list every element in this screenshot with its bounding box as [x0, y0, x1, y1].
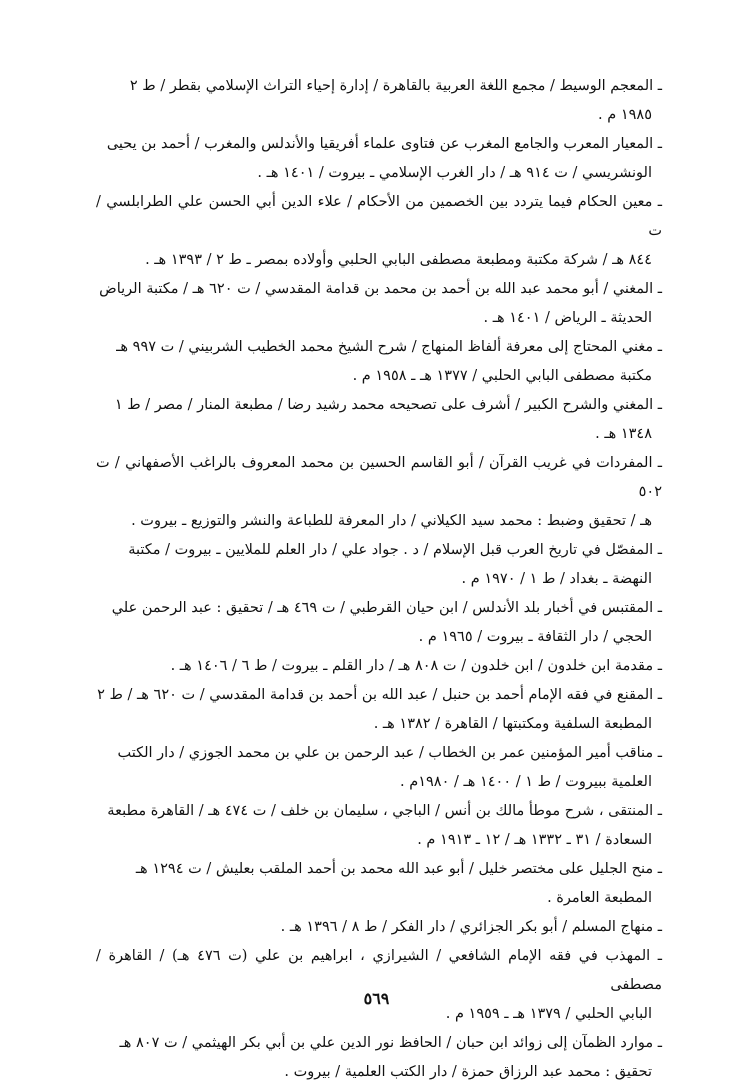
entry-first-line: ـ المقتبس في أخبار بلد الأندلس / ابن حيان القرطبي / ت ٤٦٩ هـ / تحقيق : عبد الرحمن علي — [111, 600, 662, 616]
bibliography-entry — [96, 1029, 662, 1087]
entry-first-line: ـ مغني المحتاج إلى معرفة ألفاظ المنهاج / شرح الشيخ محمد الخطيب الشربيني / ت ٩٩٧ هـ — [116, 339, 662, 355]
entry-continuation-line: الحديثة ـ الرياض / ١٤٠١ هـ . — [483, 310, 652, 326]
entry-continuation-line: ١٣٤٨ هـ . — [595, 426, 652, 442]
entry-first-line: ـ مناقب أمير المؤمنين عمر بن الخطاب / عبد الرحمن بن علي بن محمد الجوزي / دار الكتب — [117, 745, 662, 761]
entry-continuation-line: المطبعة العامرة . — [547, 890, 652, 906]
entry-continuation-line: هـ / تحقيق وضبط : محمد سيد الكيلاني / دار المعرفة للطباعة والنشر والتوزيع ـ بيروت . — [131, 513, 652, 529]
entry-first-line: ـ معين الحكام فيما يتردد بين الخصمين من الأحكام / علاء الدين أبي الحسن علي الطرابلسي / ت — [96, 194, 662, 239]
entry-first-line: ـ المهذب في فقه الإمام الشافعي / الشيرازي ، ابراهيم بن علي (ت ٤٧٦ هـ) / القاهرة / مصطفى — [96, 948, 662, 993]
entry-continuation-line: مكتبة مصطفى البابي الحلبي / ١٣٧٧ هـ ـ ١٩٥٨ م . — [352, 368, 652, 384]
entry-continuation-line: الونشريسي / ت ٩١٤ هـ / دار الغرب الإسلامي ـ بيروت / ١٤٠١ هـ . — [257, 165, 652, 181]
bibliography-entry — [96, 449, 662, 536]
entry-first-line: ـ المغني / أبو محمد عبد الله بن أحمد بن محمد بن قدامة المقدسي / ت ٦٢٠ هـ / مكتبة الرياض — [99, 281, 662, 297]
bibliography-entry — [96, 391, 662, 449]
bibliography-entry — [96, 130, 662, 188]
bibliography-entry — [96, 333, 662, 391]
bibliography-entry — [96, 594, 662, 652]
entry-first-line: ـ المقنع في فقه الإمام أحمد بن حنبل / عبد الله بن أحمد بن قدامة المقدسي / ت ٦٢٠ هـ / ط ٢ — [97, 687, 662, 703]
entry-first-line: ـ منح الجليل على مختصر خليل / أبو عبد الله محمد بن أحمد الملقب بعليش / ت ١٢٩٤ هـ — [135, 861, 662, 877]
entry-continuation-line: المطبعة السلفية ومكتبتها / القاهرة / ١٣٨٢ هـ . — [373, 716, 652, 732]
entry-first-line: ـ المفردات في غريب القرآن / أبو القاسم الحسين بن محمد المعروف بالراغب الأصفهاني / ت ٥٠٢ — [96, 455, 662, 500]
entry-continuation-line: الحجي / دار الثقافة ـ بيروت / ١٩٦٥ م . — [418, 629, 652, 645]
bibliography-entry — [96, 739, 662, 797]
bibliography-entry — [96, 536, 662, 594]
entry-first-line: ـ المغني والشرح الكبير / أشرف على تصحيحه محمد رشيد رضا / مطبعة المنار / مصر / ط ١ — [114, 397, 662, 413]
entry-continuation-line: العلمية ببيروت / ط ١ / ١٤٠٠ هـ / ١٩٨٠م . — [400, 774, 652, 790]
bibliography-entry — [96, 652, 662, 681]
bibliography-entry — [96, 797, 662, 855]
entry-continuation-line: البابي الحلبي / ١٣٧٩ هـ ـ ١٩٥٩ م . — [445, 1006, 652, 1022]
bibliography-list — [96, 72, 662, 1087]
bibliography-entry — [96, 188, 662, 275]
entry-first-line: ـ المعيار المعرب والجامع المغرب عن فتاوى علماء أفريقيا والأندلس والمغرب / أحمد بن يحيى — [106, 136, 662, 152]
bibliography-entry — [96, 855, 662, 913]
entry-first-line: ـ مقدمة ابن خلدون / ابن خلدون / ت ٨٠٨ هـ / دار القلم ـ بيروت / ط ٦ / ١٤٠٦ هـ . — [170, 658, 662, 674]
entry-first-line: ـ المفصّل في تاريخ العرب قبل الإسلام / د . جواد علي / دار العلم للملايين ـ بيروت / مكتبة — [128, 542, 662, 558]
entry-continuation-line: ٨٤٤ هـ / شركة مكتبة ومطبعة مصطفى البابي الحلبي وأولاده بمصر ـ ط ٢ / ١٣٩٣ هـ . — [145, 252, 652, 268]
entry-first-line: ـ منهاج المسلم / أبو بكر الجزائري / دار الفكر / ط ٨ / ١٣٩٦ هـ . — [280, 919, 662, 935]
entry-continuation-line: السعادة / ٣١ ـ ١٣٣٢ هـ / ١٢ ـ ١٩١٣ م . — [417, 832, 652, 848]
page-number: ٥٦٩ — [363, 989, 390, 1008]
entry-first-line: ـ المعجم الوسيط / مجمع اللغة العربية بالقاهرة / إدارة إحياء التراث الإسلامي بقطر / ط ٢ — [129, 78, 662, 94]
bibliography-entry — [96, 72, 662, 130]
entry-continuation-line: ١٩٨٥ م . — [598, 107, 652, 123]
bibliography-entry — [96, 913, 662, 942]
bibliography-entry — [96, 275, 662, 333]
bibliography-entry — [96, 681, 662, 739]
entry-first-line: ـ موارد الظمآن إلى زوائد ابن حبان / الحافظ نور الدين علي بن أبي بكر الهيثمي / ت ٨٠٧ هـ — [119, 1035, 662, 1051]
entry-first-line: ـ المنتقى ، شرح موطأ مالك بن أنس / الباجي ، سليمان بن خلف / ت ٤٧٤ هـ / القاهرة مطبعة — [107, 803, 662, 819]
bibliography-entry — [96, 942, 662, 1029]
entry-continuation-line: تحقيق : محمد عبد الرزاق حمزة / دار الكتب العلمية / بيروت . — [284, 1064, 652, 1080]
entry-continuation-line: النهضة ـ بغداد / ط ١ / ١٩٧٠ م . — [461, 571, 652, 587]
